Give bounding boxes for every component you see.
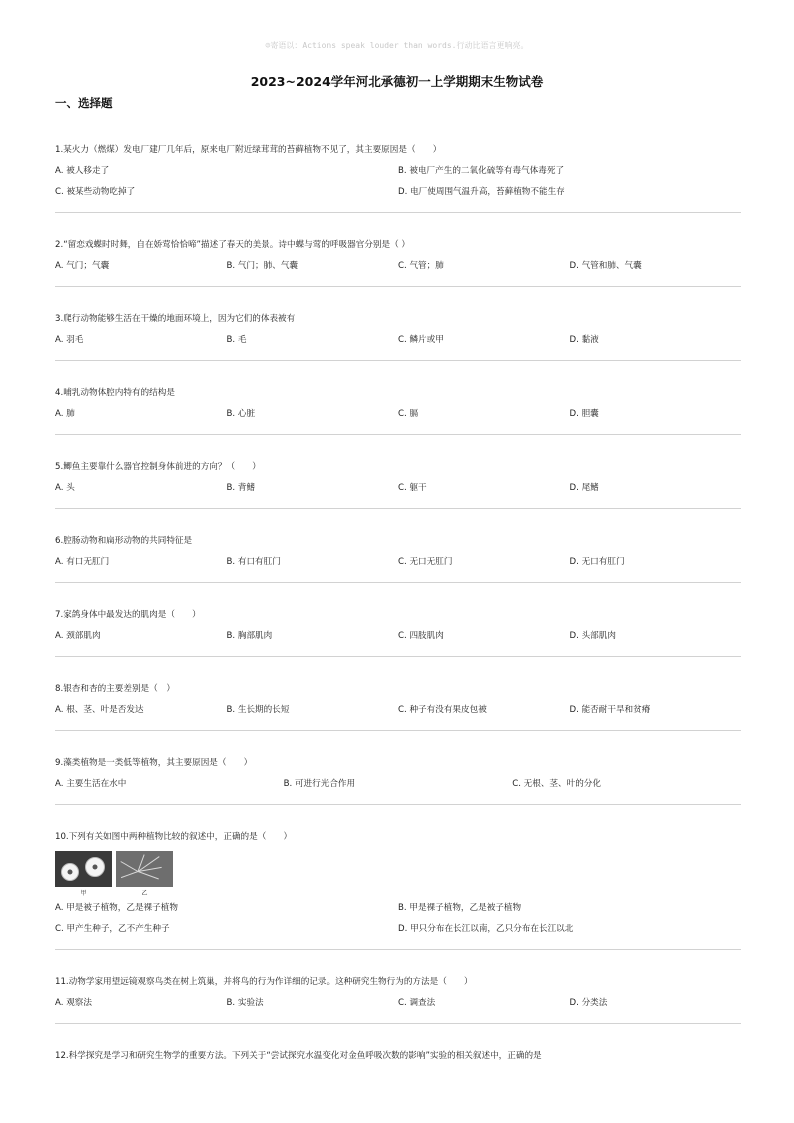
option-a[interactable]: A. 羽毛 [55, 335, 84, 345]
option-c[interactable]: C. 种子有没有果皮包被 [398, 705, 487, 715]
divider [55, 949, 741, 950]
conifer-plant-image [116, 851, 173, 887]
option-d[interactable]: D. 黏液 [569, 335, 599, 345]
option-c[interactable]: C. 无根、茎、叶的分化 [512, 779, 601, 789]
option-a[interactable]: A. 气门；气囊 [55, 261, 110, 271]
flower-icon [85, 857, 105, 877]
question-stem: 7.家鸽身体中最发达的肌肉是（ ） [55, 610, 201, 620]
plant-figures [55, 851, 741, 898]
question-stem: 1.某火力（燃煤）发电厂建厂几年后，原来电厂附近绿茸茸的苔藓植物不见了，其主要原因是（ ） [55, 145, 442, 155]
flowering-plant-image [55, 851, 112, 887]
option-b[interactable]: B. 毛 [226, 335, 247, 345]
question-6 [55, 535, 741, 568]
option-c[interactable]: C. 四肢肌肉 [398, 631, 444, 641]
question-3 [55, 313, 741, 346]
divider [55, 508, 741, 509]
figure-jia [55, 851, 112, 898]
divider [55, 804, 741, 805]
needle-icon [121, 871, 138, 878]
option-c[interactable]: C. 被某些动物吃掉了 [55, 187, 136, 197]
option-d[interactable]: D. 电厂使周围气温升高，苔藓植物不能生存 [398, 187, 565, 197]
option-a[interactable]: A. 肺 [55, 409, 75, 419]
option-b[interactable]: B. 生长期的长短 [226, 705, 290, 715]
divider [55, 730, 741, 731]
option-a[interactable]: A. 甲是被子植物，乙是裸子植物 [55, 903, 178, 913]
option-c[interactable]: C. 甲产生种子，乙不产生种子 [55, 924, 170, 934]
option-a[interactable]: A. 被人移走了 [55, 166, 110, 176]
option-d[interactable]: D. 甲只分布在长江以南，乙只分布在长江以北 [398, 924, 574, 934]
option-a[interactable]: A. 观察法 [55, 998, 92, 1008]
option-b[interactable]: B. 可进行光合作用 [283, 779, 356, 789]
option-b[interactable]: B. 气门；肺、气囊 [226, 261, 299, 271]
question-stem: 2.“留恋戏蝶时时舞，自在娇莺恰恰啼”描述了春天的美景。诗中蝶与莺的呼吸器官分别是（ ） [55, 240, 410, 250]
question-2 [55, 239, 741, 272]
divider [55, 1023, 741, 1024]
question-5 [55, 461, 741, 494]
option-b[interactable]: B. 心脏 [226, 409, 256, 419]
option-c[interactable]: C. 鳞片或甲 [398, 335, 444, 345]
option-a[interactable]: A. 主要生活在水中 [55, 779, 127, 789]
question-stem: 8.银杏和杏的主要差别是（ ） [55, 684, 175, 694]
question-4 [55, 387, 741, 420]
watermark: ☺寄语以：Actions speak louder than words.行动比语言更响亮。 [265, 41, 529, 50]
option-d[interactable]: D. 分类法 [569, 998, 608, 1008]
figure-yi [116, 851, 173, 898]
option-b[interactable]: B. 胸部肌肉 [226, 631, 273, 641]
option-a[interactable]: A. 头 [55, 483, 75, 493]
question-stem: 6.腔肠动物和扁形动物的共同特征是 [55, 536, 193, 546]
option-a[interactable]: A. 有口无肛门 [55, 557, 110, 567]
question-8 [55, 683, 741, 716]
option-c[interactable]: C. 膈 [398, 409, 419, 419]
question-stem: 5.鲫鱼主要靠什么器官控制身体前进的方向？（ ） [55, 462, 261, 472]
question-10 [55, 831, 741, 935]
divider [55, 582, 741, 583]
question-stem: 11.动物学家用望远镜观察鸟类在树上筑巢，并将鸟的行为作详细的记录。这种研究生物行为的方法是（ ） [55, 977, 473, 987]
option-d[interactable]: D. 头部肌肉 [569, 631, 616, 641]
option-a[interactable]: A. 根、茎、叶是否发达 [55, 705, 144, 715]
question-stem: 9.藻类植物是一类低等植物，其主要原因是（ ） [55, 758, 253, 768]
figure-label: 乙 [141, 890, 148, 897]
option-d[interactable]: D. 无口有肛门 [569, 557, 625, 567]
option-b[interactable]: B. 背鳍 [226, 483, 256, 493]
option-c[interactable]: C. 无口无肛门 [398, 557, 453, 567]
divider [55, 434, 741, 435]
option-b[interactable]: B. 有口有肛门 [226, 557, 281, 567]
question-stem: 3.爬行动物能够生活在干燥的地面环境上，因为它们的体表被有 [55, 314, 296, 324]
question-stem: 12.科学探究是学习和研究生物学的重要方法。下列关于“尝试探究水温变化对金鱼呼吸次数的影响”实验的相关叙述中，正确的是 [55, 1051, 542, 1061]
option-d[interactable]: D. 胆囊 [569, 409, 599, 419]
needle-icon [138, 871, 159, 879]
divider [55, 656, 741, 657]
option-b[interactable]: B. 甲是裸子植物，乙是被子植物 [398, 903, 522, 913]
option-b[interactable]: B. 被电厂产生的二氧化硫等有毒气体毒死了 [398, 166, 565, 176]
option-c[interactable]: C. 躯干 [398, 483, 427, 493]
page-title: 2023~2024学年河北承德初一上学期期末生物试卷 [250, 74, 544, 89]
question-list [55, 144, 741, 1062]
question-1 [55, 144, 741, 198]
option-d[interactable]: D. 气管和肺、气囊 [569, 261, 642, 271]
question-7 [55, 609, 741, 642]
option-d[interactable]: D. 能否耐干旱和贫瘠 [569, 705, 651, 715]
question-12 [55, 1050, 741, 1062]
question-11 [55, 976, 741, 1009]
section-heading: 一、选择题 [55, 96, 113, 110]
divider [55, 286, 741, 287]
question-stem: 10.下列有关如图中两种植物比较的叙述中，正确的是（ ） [55, 832, 293, 842]
option-b[interactable]: B. 实验法 [226, 998, 264, 1008]
divider [55, 360, 741, 361]
option-d[interactable]: D. 尾鳍 [569, 483, 599, 493]
question-9 [55, 757, 741, 790]
needle-icon [120, 861, 138, 872]
figure-label: 甲 [80, 890, 87, 897]
option-c[interactable]: C. 气管；肺 [398, 261, 444, 271]
option-c[interactable]: C. 调查法 [398, 998, 436, 1008]
flower-icon [61, 863, 79, 881]
divider [55, 212, 741, 213]
question-stem: 4.哺乳动物体腔内特有的结构是 [55, 388, 175, 398]
option-a[interactable]: A. 颈部肌肉 [55, 631, 101, 641]
